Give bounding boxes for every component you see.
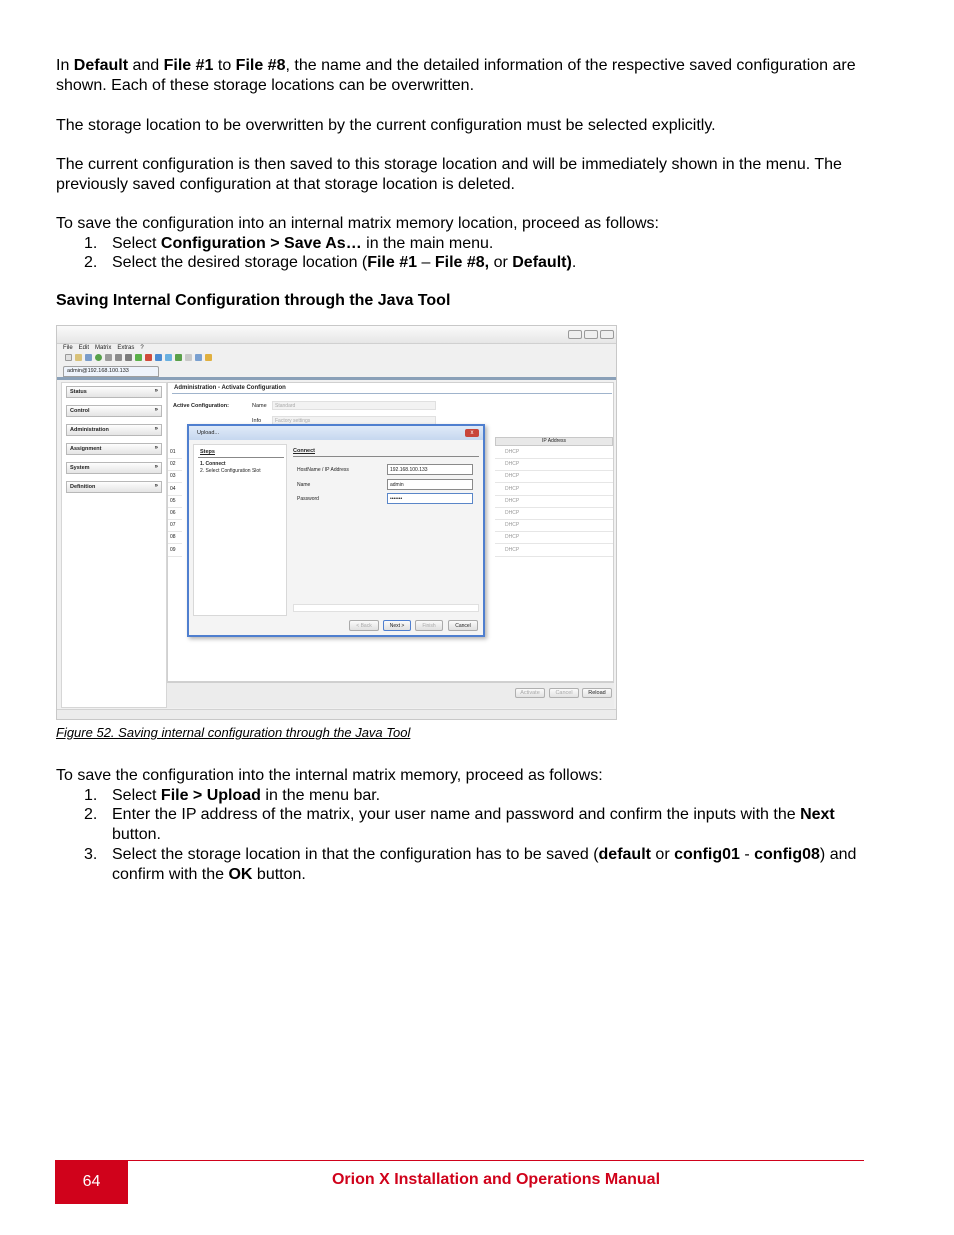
host-input[interactable]: 192.168.100.133 [387,464,473,475]
next-button[interactable]: Next > [383,620,411,631]
table-row[interactable]: DHCP [495,484,613,496]
table-row[interactable]: DHCP [495,508,613,520]
cancel-button[interactable]: Cancel [448,620,478,631]
settings-icon[interactable] [205,354,212,361]
row-number: 07 [168,520,182,532]
row-number: 04 [168,484,182,496]
dialog-close-icon[interactable]: x [465,429,479,437]
sidebar-item-assignment[interactable]: Assignment » [66,443,162,455]
upload-icon[interactable] [155,354,162,361]
status-bar [57,709,617,720]
connection-tab[interactable]: admin@192.168.100.133 [63,366,159,377]
back-button[interactable]: < Back [349,620,379,631]
paragraph-save-internal: To save the configuration into the internal matrix memory, proceed as follows: [56,767,603,784]
save-icon[interactable] [85,354,92,361]
page-number: 64 [55,1160,128,1204]
paste-icon[interactable] [125,354,132,361]
step-connect: 1. Connect [200,461,226,467]
connect-icon[interactable] [135,354,142,361]
sidebar-item-administration[interactable]: Administration » [66,424,162,436]
name-input[interactable]: admin [387,479,473,490]
connect-title: Connect [293,448,315,454]
paragraph-storage-location: The storage location to be overwritten by the current configuration must be selected explicitly. [56,117,716,134]
message-area [293,604,479,612]
dialog-title: Upload... [189,426,483,440]
name-label: Name [252,403,267,409]
sidebar-item-system[interactable]: System » [66,462,162,474]
table-row[interactable]: DHCP [495,471,613,483]
refresh-icon[interactable] [95,354,102,361]
table-row[interactable]: DHCP [495,532,613,544]
panel-title: Administration - Activate Configuration [172,383,612,394]
toolbar [65,354,212,361]
table-row[interactable]: DHCP [495,447,613,459]
minimize-icon[interactable] [568,330,582,339]
chevron-down-icon: » [154,388,158,394]
chevron-down-icon: » [154,407,158,413]
paragraph-save-intro: To save the configuration into an internal matrix memory location, proceed as follows: [56,215,659,232]
menu-bar [63,345,144,351]
row-number: 09 [168,545,182,557]
host-label: HostName / IP Address [297,467,349,473]
reload-button[interactable]: Reload [582,688,612,698]
menu-extras[interactable]: Extras [117,345,135,351]
menu-help[interactable]: ? [140,345,144,351]
cancel-button[interactable]: Cancel [549,688,579,698]
window-titlebar [57,326,617,344]
chevron-down-icon: » [154,464,158,470]
row-number: 03 [168,471,182,483]
download-icon[interactable] [165,354,172,361]
row-number: 01 [168,447,182,459]
ip-address-header: IP Address [495,437,613,446]
password-input[interactable]: ••••••• [387,493,473,504]
table-row[interactable]: DHCP [495,496,613,508]
print-icon[interactable] [185,354,192,361]
chevron-down-icon: » [154,483,158,489]
sidebar [61,382,167,708]
maximize-icon[interactable] [584,330,598,339]
activate-button[interactable]: Activate [515,688,545,698]
paragraph-default-files: In Default and File #1 to File #8, the name and the detailed information of the respective saved configuration are shown. Each of these storage locations can be overwritten. [56,57,856,94]
row-number: 05 [168,496,182,508]
info-label: Info [252,418,262,424]
steps-panel [193,444,287,616]
menu-file[interactable]: File [63,345,73,351]
paragraph-current-config: The current configuration is then saved to this storage location and will be immediately shown in the menu. The previously saved configuration at that storage location is deleted. [56,156,842,193]
chart-icon[interactable] [195,354,202,361]
bottom-bar [167,682,614,708]
copy-icon[interactable] [115,354,122,361]
menu-matrix[interactable]: Matrix [95,345,112,351]
new-icon[interactable] [65,354,72,361]
step-select-slot: 2. Select Configuration Slot [200,468,261,474]
password-label: Password [297,496,319,502]
row-number: 08 [168,532,182,544]
table-row[interactable]: DHCP [495,520,613,532]
cut-icon[interactable] [105,354,112,361]
steps-title: Steps [200,449,215,455]
sidebar-item-definition[interactable]: Definition » [66,481,162,493]
open-icon[interactable] [75,354,82,361]
sidebar-item-control[interactable]: Control » [66,405,162,417]
table-row[interactable]: DHCP [495,545,613,557]
close-icon[interactable] [600,330,614,339]
config-info-field: Factory settings [272,416,436,425]
activate-icon[interactable] [175,354,182,361]
chevron-down-icon: » [154,445,158,451]
upload-dialog [187,424,485,637]
footer-title: Orion X Installation and Operations Manual [331,1171,661,1188]
figure-caption: Figure 52. Saving internal configuration through the Java Tool [56,725,411,740]
row-number: 06 [168,508,182,520]
section-heading: Saving Internal Configuration through the Java Tool [56,292,451,309]
active-config-label: Active Configuration: [173,403,229,409]
java-tool-screenshot [56,325,617,720]
chevron-down-icon: » [154,426,158,432]
connect-panel [291,444,481,616]
config-name-field: Standard [272,401,436,410]
name-label: Name [297,482,311,488]
finish-button[interactable]: Finish [415,620,443,631]
row-number: 02 [168,459,182,471]
disconnect-icon[interactable] [145,354,152,361]
sidebar-item-status[interactable]: Status » [66,386,162,398]
table-row[interactable]: DHCP [495,459,613,471]
menu-edit[interactable]: Edit [78,345,90,351]
